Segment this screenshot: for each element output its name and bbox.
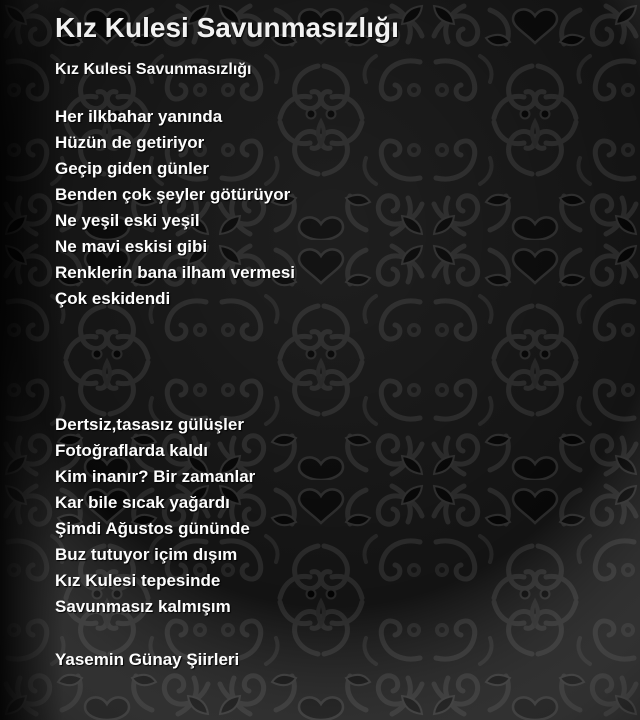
poem-line: Şimdi Ağustos gününde	[55, 519, 250, 538]
poem-line: Kim inanır? Bir zamanlar	[55, 467, 256, 486]
poem-line: Dertsiz,tasasız gülüşler	[55, 415, 244, 434]
poem-line: Her ilkbahar yanında	[55, 107, 223, 126]
poem-line: Buz tutuyor içim dışım	[55, 545, 238, 564]
poem-line: Hüzün de getiriyor	[55, 133, 205, 152]
poem-content	[55, 0, 610, 673]
poem-line: Renklerin bana ilham vermesi	[55, 263, 295, 282]
poem-line: Çok eskidendi	[55, 289, 171, 308]
poem-line: Benden çok şeyler götürüyor	[55, 185, 291, 204]
poem-line: Fotoğraflarda kaldı	[55, 441, 209, 460]
poem-line: Kız Kulesi tepesinde	[55, 571, 221, 590]
poem-stanza-2	[55, 412, 610, 620]
poem-line: Ne mavi eskisi gibi	[55, 237, 208, 256]
page-title: Kız Kulesi Savunmasızlığı	[55, 12, 399, 43]
poem-line: Geçip giden günler	[55, 159, 209, 178]
author-signature: Yasemin Günay Şiirleri	[55, 650, 240, 669]
poem-stanza-1	[55, 104, 610, 312]
poem-subtitle: Kız Kulesi Savunmasızlığı	[55, 61, 252, 78]
poem-line: Ne yeşil eski yeşil	[55, 211, 200, 230]
poem-line: Kar bile sıcak yağardı	[55, 493, 230, 512]
poem-line: Savunmasız kalmışım	[55, 597, 231, 616]
